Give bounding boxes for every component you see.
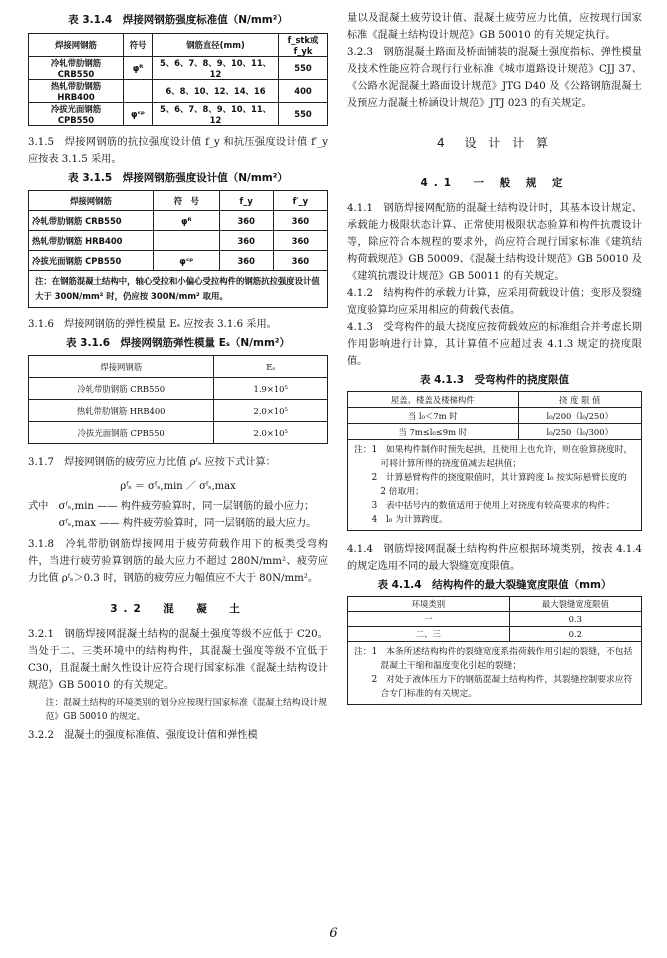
table-note-row — [348, 440, 642, 531]
table-4-1-3 — [347, 391, 642, 531]
table-header: f_stk或f_yk — [279, 34, 328, 57]
section-4-1-heading: 4.1 一 般 规 定 — [420, 177, 569, 189]
clause-3-2-3: 3.2.3 钢筋混凝土路面及桥面铺装的混凝土强度指标、弹性模量及技术性能应符合现行行业标准《城市道路设计规范》CJJ 37、《公路水泥混凝土路面设计规范》JTG D40 及《公路钢筋混凝土及预应力混凝土桥涵设计规范》JTJ 023 的有关规定。 — [347, 47, 642, 109]
table-header: 最大裂缝宽度限值 — [509, 597, 641, 612]
table-cell: 5、6、7、8、9、10、11、12 — [153, 103, 279, 126]
table-header: 符号 — [124, 34, 153, 57]
chapter-4-heading: 4 设 计 计 算 — [436, 136, 553, 150]
table-row — [348, 627, 642, 642]
table-cell: 0.2 — [509, 627, 641, 642]
table-cell: 360 — [219, 211, 273, 231]
table-header: f_y — [219, 191, 273, 211]
table-header: 挠 度 限 值 — [518, 392, 641, 408]
left-column — [28, 0, 328, 744]
table-4-1-4 — [347, 596, 642, 705]
table-header: f′_y — [273, 191, 327, 211]
table-cell: 0.3 — [509, 612, 641, 627]
table-cell: 冷拔光面钢筋 CPB550 — [29, 103, 124, 126]
table-header: 焊接网钢筋 — [29, 34, 124, 57]
table-cell: 360 — [219, 251, 273, 271]
table-cell: 当 l₀＜7m 时 — [348, 408, 519, 424]
table-header: Eₛ — [214, 356, 328, 378]
table-note-row — [348, 642, 642, 705]
table-row — [348, 612, 642, 627]
table-note: 4 l₀ 为计算跨度。 — [371, 515, 448, 525]
table-cell: φᶜᵖ — [124, 103, 153, 126]
table-cell: 热轧带肋钢筋 HRB400 — [29, 400, 214, 422]
table-cell: 冷拔光面钢筋 CPB550 — [29, 422, 214, 444]
table-3-1-6-caption: 表 3.1.6 焊接网钢筋弹性模量 Eₛ（N/mm²） — [66, 337, 290, 349]
table-cell: 热轧带肋钢筋 HRB400 — [29, 80, 124, 103]
table-note: 注：1 如果构件制作时预先起拱，且使用上也允许，则在验算挠度时，可将计算所得的挠度值减去起拱值； — [354, 445, 633, 469]
table-header: 焊接网钢筋 — [29, 191, 154, 211]
page-number: 6 — [329, 926, 338, 941]
table-cell: 360 — [219, 231, 273, 251]
clause-3-1-7: 3.1.7 焊接网钢筋的疲劳应力比值 ρᶠₛ 应按下式计算： — [28, 457, 276, 468]
table-row — [29, 211, 328, 231]
table-header: 焊接网钢筋 — [29, 356, 214, 378]
right-column — [347, 0, 642, 705]
table-3-1-4-caption: 表 3.1.4 焊接网钢筋强度标准值（N/mm²） — [68, 14, 288, 26]
table-cell: 2.0×10⁵ — [214, 422, 328, 444]
table-3-1-5-caption: 表 3.1.5 焊接网钢筋强度设计值（N/mm²） — [68, 172, 288, 184]
table-cell: 2.0×10⁵ — [214, 400, 328, 422]
table-cell: 一 — [348, 612, 510, 627]
table-note: 注：1 本条所述结构构件的裂缝宽度系指荷载作用引起的裂缝，不包括混凝土干缩和温度变化引起的裂缝； — [354, 647, 633, 671]
table-row — [29, 400, 328, 422]
table-4-1-4-notes — [348, 642, 642, 705]
table-header: 环境类别 — [348, 597, 510, 612]
table-cell: l₀/200（l₀/250） — [518, 408, 641, 424]
table-cell — [124, 80, 153, 103]
table-cell: 360 — [273, 211, 327, 231]
table-4-1-4-caption: 表 4.1.4 结构构件的最大裂缝宽度限值（mm） — [377, 579, 612, 591]
clause-4-1-3: 4.1.3 受弯构件的最大挠度应按荷载效应的标准组合并考虑长期作用影响进行计算，其计算值不应超过表 4.1.3 规定的挠度限值。 — [347, 322, 642, 367]
formula-where-1: 式中 σᶠₛ,min —— 构件疲劳验算时，同一层钢筋的最小应力； — [28, 501, 315, 512]
clause-3-1-5: 3.1.5 焊接网钢筋的抗拉强度设计值 f_y 和抗压强度设计值 f′_y 应按表 3.1.5 采用。 — [28, 137, 328, 165]
table-cell: l₀/250（l₀/300） — [518, 424, 641, 440]
table-note: 2 计算悬臂构件的挠度限值时，其计算跨度 l₀ 按实际悬臂长度的 2 倍取用； — [371, 473, 627, 497]
table-note: 3 表中括号内的数值适用于使用上对挠度有较高要求的构件； — [371, 501, 615, 511]
table-note: 2 对处于液体压力下的钢筋混凝土结构构件，其裂缝控制要求应符合专门标准的有关规定。 — [371, 675, 633, 699]
table-cell: 1.9×10⁵ — [214, 378, 328, 400]
clause-3-2-1: 3.2.1 钢筋焊接网混凝土结构的混凝土强度等级不应低于 C20。当处于二、三类环境中的结构构件，其混凝土强度等级不宜低于 C30，且混凝土耐久性设计应符合现行国家标准《混凝土结构设计规范》GB 50010 的有关规定。 — [28, 629, 328, 691]
table-3-1-5 — [28, 190, 328, 308]
table-cell: φᶜᵖ — [154, 251, 220, 271]
formula-where-2: σᶠₛ,max —— 构件疲劳验算时，同一层钢筋的最大应力。 — [58, 518, 317, 529]
table-cell: 400 — [279, 80, 328, 103]
table-3-1-5-note: 注：在钢筋混凝土结构中，轴心受拉和小偏心受拉构件的钢筋抗拉强度设计值大于 300N/mm² 时，仍应按 300N/mm² 取用。 — [29, 271, 328, 308]
table-cell: φᴿ — [124, 57, 153, 80]
table-4-1-3-notes — [348, 440, 642, 531]
table-row — [29, 57, 328, 80]
table-note-row — [29, 271, 328, 308]
table-cell: 550 — [279, 57, 328, 80]
table-row — [29, 231, 328, 251]
table-4-1-3-caption: 表 4.1.3 受弯构件的挠度限值 — [419, 374, 570, 386]
table-cell: 冷轧带肋钢筋 CRB550 — [29, 211, 154, 231]
clause-4-1-4: 4.1.4 钢筋焊接网混凝土结构构件应根据环境类别，按表 4.1.4 的规定选用不同的最大裂缝宽度限值。 — [347, 544, 642, 572]
clause-3-1-8: 3.1.8 冷轧带肋钢筋焊接网用于疲劳荷载作用下的板类受弯构件，当进行疲劳验算钢筋的最大应力不超过 280N/mm²、疲劳应力比值 ρᶠₛ＞0.3 时，钢筋的疲劳应力幅值应不大于 80N/mm²。 — [28, 539, 328, 584]
table-header: 符 号 — [154, 191, 220, 211]
table-cell — [154, 231, 220, 251]
table-header: 钢筋直径(mm) — [153, 34, 279, 57]
table-cell: 二、三 — [348, 627, 510, 642]
table-row — [29, 422, 328, 444]
table-row — [29, 80, 328, 103]
clause-3-1-6: 3.1.6 焊接网钢筋的弹性模量 Eₛ 应按表 3.1.6 采用。 — [28, 319, 277, 330]
table-cell: 360 — [273, 251, 327, 271]
table-row — [29, 378, 328, 400]
section-3-2-heading: 3.2 混 凝 土 — [110, 603, 246, 615]
table-header: 屋盖、楼盖及楼梯构件 — [348, 392, 519, 408]
table-cell: 冷轧带肋钢筋 CRB550 — [29, 378, 214, 400]
table-cell: 550 — [279, 103, 328, 126]
table-row — [348, 424, 642, 440]
table-3-1-4 — [28, 33, 328, 126]
table-cell: 当 7m≤l₀≤9m 时 — [348, 424, 519, 440]
clause-3-2-2: 3.2.2 混凝土的强度标准值、强度设计值和弹性模 — [28, 730, 258, 741]
clause-3-2-2-continued: 量以及混凝土疲劳设计值、混凝土疲劳应力比值，应按现行国家标准《混凝土结构设计规范》GB 50010 的有关规定执行。 — [347, 13, 642, 41]
table-row — [29, 251, 328, 271]
table-cell: 5、6、7、8、9、10、11、12 — [153, 57, 279, 80]
fatigue-ratio-formula: ρᶠₛ ＝ σᶠₛ,min ／ σᶠₛ,max — [120, 481, 236, 492]
table-cell: 热轧带肋钢筋 HRB400 — [29, 231, 154, 251]
table-cell: 6、8、10、12、14、16 — [153, 80, 279, 103]
table-row — [29, 103, 328, 126]
table-cell: 冷轧带肋钢筋 CRB550 — [29, 57, 124, 80]
table-cell: 冷拔光面钢筋 CPB550 — [29, 251, 154, 271]
table-row — [348, 408, 642, 424]
table-3-1-6 — [28, 355, 328, 444]
clause-4-1-1: 4.1.1 钢筋焊接网配筋的混凝土结构设计时，其基本设计规定、承载能力极限状态计算、正常使用极限状态验算和构件抗震设计等，除应符合本规程的要求外，尚应符合现行国家标准《建筑结构荷载规范》GB 50009、《混凝土结构设计规范》GB 50010 及《建筑抗震设计规范》GB 50011 的有关规定。 — [347, 203, 642, 282]
table-cell: φᴿ — [154, 211, 220, 231]
table-cell: 360 — [273, 231, 327, 251]
clause-3-2-1-note: 注：混凝土结构的环境类别的划分应按现行国家标准《混凝土结构设计规范》GB 50010 的规定。 — [45, 698, 328, 722]
clause-4-1-2: 4.1.2 结构构件的承载力计算，应采用荷载设计值；变形及裂缝宽度验算均应采用相应的荷载代表值。 — [347, 288, 642, 316]
